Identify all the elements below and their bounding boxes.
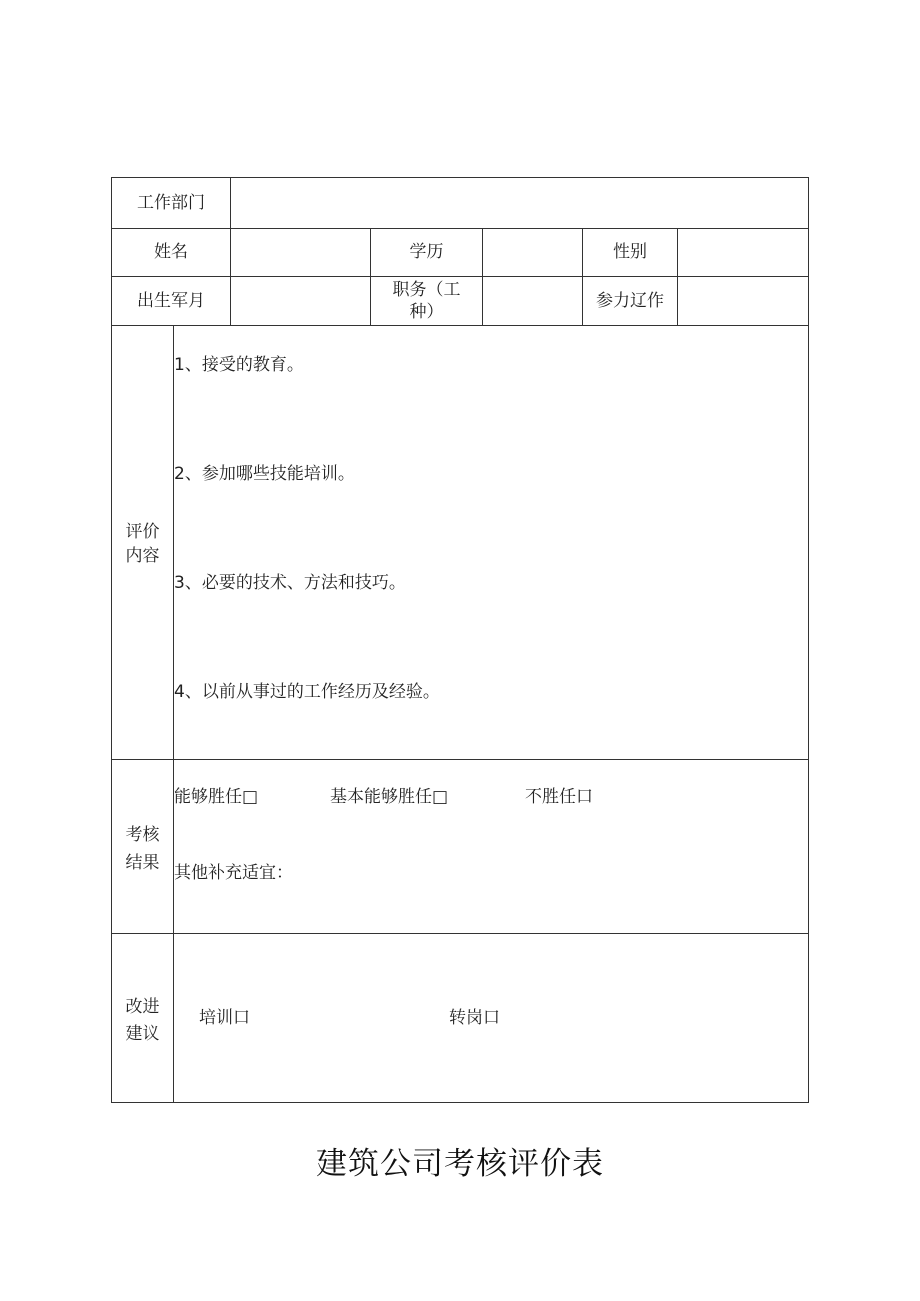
- evaluation-form-table: [111, 177, 809, 1103]
- row-divider: [112, 933, 808, 934]
- training-checkbox[interactable]: 培训口: [199, 1008, 250, 1028]
- suggestion-label-line1: 改进: [125, 997, 160, 1017]
- row-divider: [112, 276, 808, 277]
- column-divider: [677, 228, 678, 325]
- join-work-date-field[interactable]: [683, 290, 803, 312]
- education-label: 学历: [409, 242, 444, 262]
- join-work-date-label: 参力辽作: [596, 291, 664, 311]
- row-divider: [112, 325, 808, 326]
- position-label-line2: 种）: [409, 302, 444, 322]
- department-field[interactable]: [236, 192, 802, 214]
- column-divider: [173, 325, 174, 1102]
- evaluation-label-line2: 内容: [125, 546, 160, 566]
- gender-label: 性别: [613, 242, 647, 262]
- position-label-line1: 职务（工: [392, 280, 461, 300]
- column-divider: [230, 178, 231, 325]
- name-label: 姓名: [154, 242, 188, 262]
- evaluation-item: 3、必要的技术、方法和技巧。: [174, 573, 406, 593]
- name-field[interactable]: [236, 241, 366, 263]
- row-divider: [112, 759, 808, 760]
- position-field[interactable]: [488, 290, 578, 312]
- column-divider: [482, 228, 483, 325]
- evaluation-item: 2、参加哪些技能培训。: [174, 464, 355, 484]
- department-label: 工作部门: [137, 193, 205, 213]
- basic-competent-checkbox[interactable]: 基本能够胜任□: [330, 787, 449, 807]
- birth-date-field[interactable]: [236, 290, 366, 312]
- document-title: 建筑公司考核评价表: [316, 1146, 604, 1182]
- row-divider: [112, 228, 808, 229]
- gender-field[interactable]: [683, 241, 803, 263]
- evaluation-label-line1: 评价: [125, 522, 160, 542]
- education-field[interactable]: [488, 241, 578, 263]
- incompetent-checkbox[interactable]: 不胜任口: [525, 787, 593, 807]
- evaluation-item: 4、以前从事过的工作经历及经验。: [174, 682, 440, 702]
- result-label-line2: 结果: [125, 853, 160, 873]
- transfer-checkbox[interactable]: 转岗口: [449, 1008, 500, 1028]
- supplement-label: 其他补充适宜：: [174, 863, 293, 883]
- evaluation-item: 1、接受的教育。: [174, 355, 304, 375]
- suggestion-label-line2: 建议: [125, 1024, 160, 1044]
- birth-date-label: 出生军月: [137, 291, 205, 311]
- result-label-line1: 考核: [125, 825, 160, 845]
- competent-checkbox[interactable]: 能够胜任□: [174, 787, 259, 807]
